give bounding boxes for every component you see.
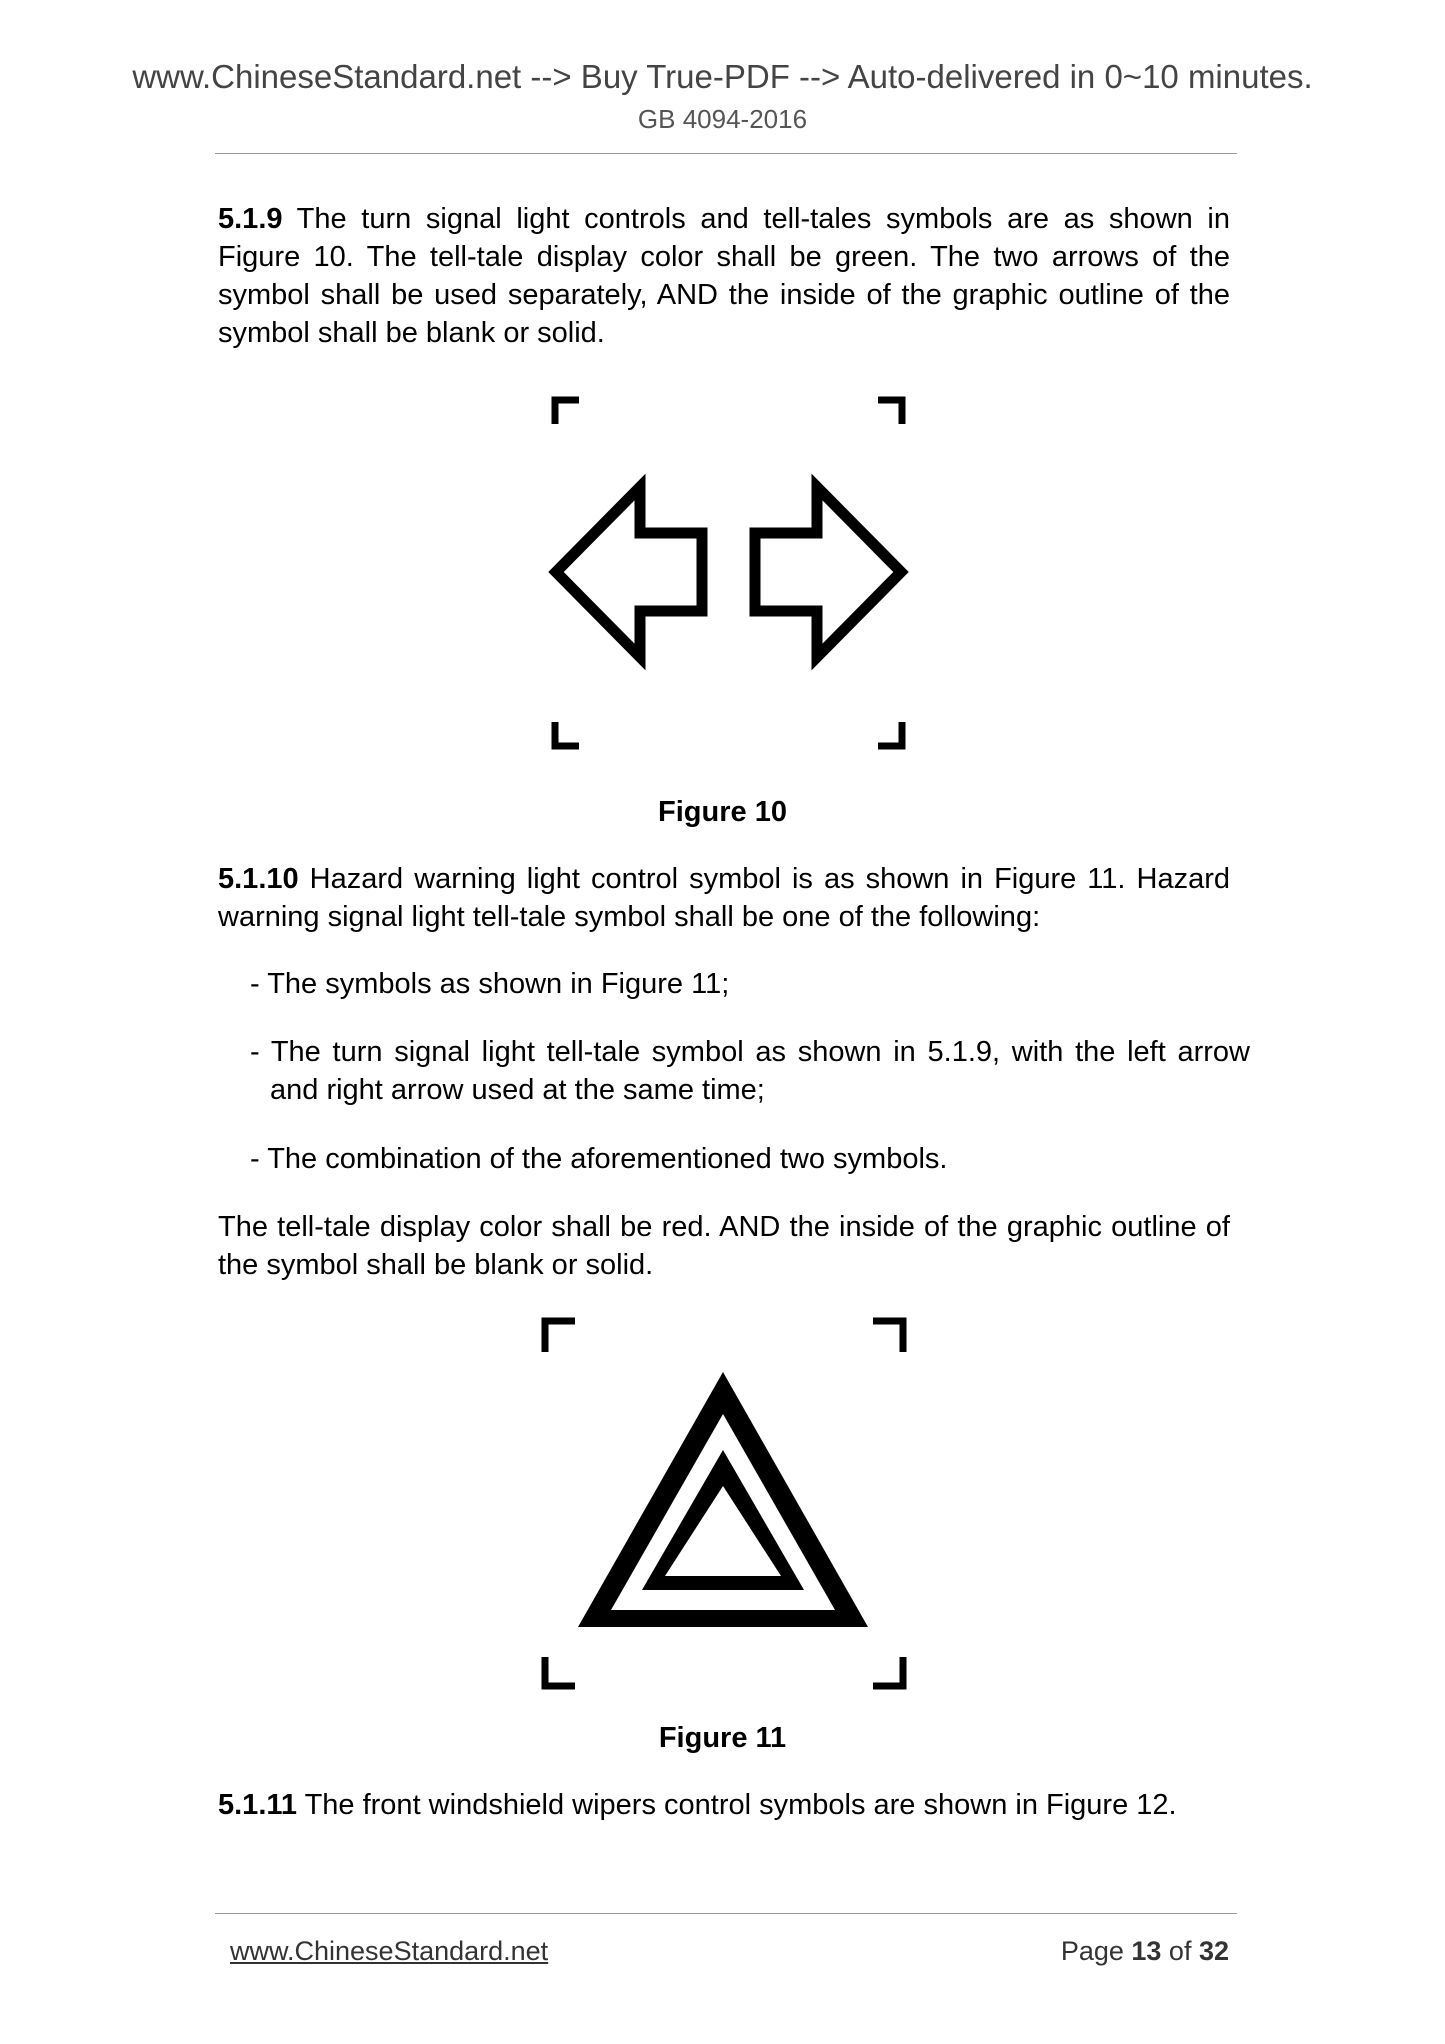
section-number: 5.1.10 xyxy=(218,863,299,895)
right-arrow-icon xyxy=(755,487,901,657)
crop-mark-bottom-right xyxy=(873,1657,903,1686)
section-5-1-11 xyxy=(218,1786,1230,1824)
page-number xyxy=(1061,1936,1229,1967)
list-item: - The combination of the aforementioned two symbols. xyxy=(250,1143,948,1175)
footer-website-link[interactable]: www.ChineseStandard.net xyxy=(230,1936,549,1966)
section-number: 5.1.11 xyxy=(218,1789,298,1821)
crop-mark-bottom-left xyxy=(545,1657,575,1686)
figure-11-hazard-triangle-icon xyxy=(535,1310,920,1700)
crop-mark-top-left xyxy=(555,400,579,424)
standard-number: GB 4094-2016 xyxy=(637,104,808,134)
figure-10-turn-signal-arrows-icon xyxy=(540,385,920,760)
page-current: 13 xyxy=(1131,1936,1162,1966)
section-5-1-10 xyxy=(218,860,1230,936)
section-number: 5.1.9 xyxy=(218,203,283,235)
crop-mark-top-left xyxy=(545,1321,575,1352)
crop-mark-bottom-right xyxy=(878,722,902,746)
crop-corner-marks xyxy=(555,400,902,746)
figure-11-caption: Figure 11 xyxy=(658,1722,787,1754)
section-5-1-10-tell-tale-color: The tell-tale display color shall be red. AND the inside of the graphic outline of the symbol shall be blank or solid. xyxy=(218,1211,1230,1281)
section-text: The front windshield wipers control symbols are shown in Figure 12. xyxy=(297,1789,1177,1821)
inner-triangle-icon xyxy=(642,1450,804,1590)
crop-mark-top-right xyxy=(873,1321,903,1352)
header-banner: www.ChineseStandard.net --> Buy True-PDF --> Auto-delivered in 0~10 minutes. xyxy=(132,58,1313,95)
figure-10-caption: Figure 10 xyxy=(658,796,787,828)
section-text: The turn signal light controls and tell-tales symbols are as shown in Figure 10. The tell-tale display color shall be green. The two arrows of the symbol shall be used separately, AND the inside of the graphic outline of the symbol shall be blank or solid. xyxy=(218,203,1230,349)
crop-mark-top-right xyxy=(878,400,902,424)
section-text: Hazard warning light control symbol is as shown in Figure 11. Hazard warning signal light tell-tale symbol shall be one of the following: xyxy=(218,863,1230,933)
crop-mark-bottom-left xyxy=(555,722,579,746)
page-prefix: Page xyxy=(1060,1936,1132,1966)
footer-divider xyxy=(215,1913,1237,1914)
header-divider xyxy=(215,153,1237,154)
list-item: - The symbols as shown in Figure 11; xyxy=(250,968,730,1000)
page-total: 32 xyxy=(1198,1936,1229,1966)
left-arrow-icon xyxy=(556,487,702,657)
list-item: - The turn signal light tell-tale symbol as shown in 5.1.9, with the left arrow and right arrow used at the same time; xyxy=(250,1036,1250,1106)
section-5-1-9 xyxy=(218,200,1230,352)
page-of: of xyxy=(1161,1936,1199,1966)
